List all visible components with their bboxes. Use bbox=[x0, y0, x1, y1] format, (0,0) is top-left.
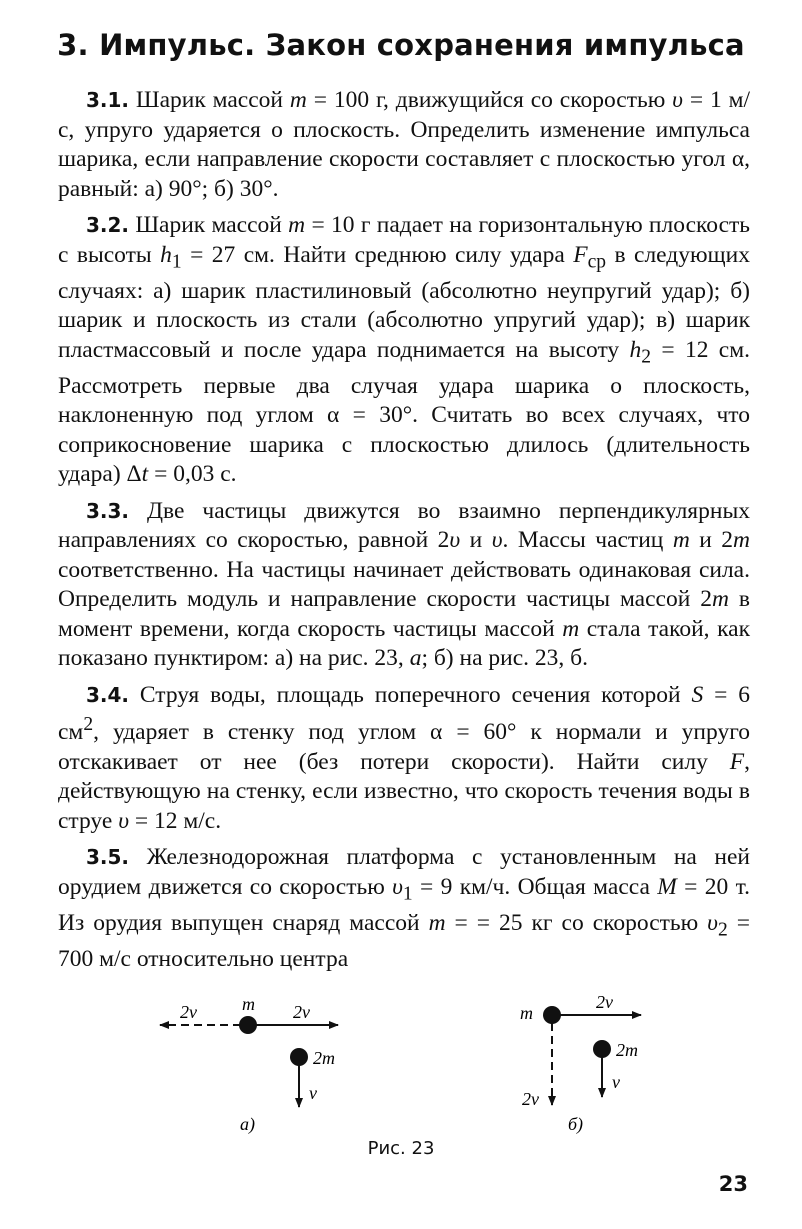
problem-text: в следующих случаях: а) шарик пластилиновый (абсолютно неупругий удар); б) шарик и плоскость из стали (абсолютно упругий удар); в) шарик пластмассовый и после удара поднимается на высоту bbox=[58, 241, 750, 363]
problem-text: Шарик массой bbox=[129, 87, 290, 113]
math-variable: M bbox=[657, 873, 677, 900]
problem-text: = 20 т. Из орудия выпущен снаряд массой bbox=[58, 873, 750, 936]
subscript: 1 bbox=[402, 883, 413, 905]
math-variable: h bbox=[629, 336, 642, 363]
math-variable: υ bbox=[707, 909, 718, 936]
velocity-label-2m-b: v⃗ bbox=[612, 1072, 634, 1092]
problem-text: = 9 км/ч. Общая масса bbox=[412, 873, 658, 900]
math-variable: υ bbox=[118, 807, 129, 834]
chapter-title: 3. Импульс. Закон сохранения импульса bbox=[57, 28, 745, 62]
problem-text: = 27 см. Найти среднюю силу удара bbox=[181, 241, 574, 268]
figure-panel-b bbox=[520, 992, 641, 1135]
problem-text: , ударяет в стенку под углом α = 60° к нормали и упруго отскакивает от нее (без потери скорости). Найти силу bbox=[58, 719, 750, 775]
problem-text: = 1 м/с, упруго ударяется о плоскость. Определить изменение импульса шарика, если направление скорости составляет с плоскостью угол α, равный: а) 90°; б) 30°. bbox=[58, 87, 750, 202]
math-variable: S bbox=[691, 681, 704, 708]
figure-panel-a bbox=[160, 994, 338, 1135]
problem-1 bbox=[58, 86, 750, 204]
math-variable: h bbox=[160, 241, 172, 268]
velocity-label-2m-a: v⃗ bbox=[309, 1083, 331, 1103]
mass-label-2m-a: 2m bbox=[313, 1048, 335, 1068]
problem-text: Шарик массой bbox=[129, 212, 289, 238]
subscript: 2 bbox=[641, 346, 652, 368]
problem-text: Две частицы движутся во взаимно перпендикулярных направлениях со скоростью, равной 2 bbox=[58, 497, 750, 554]
math-variable: m bbox=[289, 87, 307, 113]
problem-text: в момент времени, когда скорость частицы массой bbox=[58, 586, 750, 642]
problem-text: стала такой, как показано пунктиром: а) на рис. 23, bbox=[58, 615, 750, 672]
problem-text: = 6 см bbox=[58, 681, 750, 746]
math-variable: m bbox=[711, 586, 729, 613]
problem-text: и bbox=[460, 527, 492, 554]
problem-text: ; б) на рис. 23, б. bbox=[421, 645, 588, 672]
mass-label-m-b: m bbox=[520, 1003, 533, 1023]
dashed-velocity-label-b: 2v⃗ bbox=[522, 1089, 553, 1109]
math-variable: t bbox=[141, 461, 149, 488]
math-variable: υ bbox=[449, 527, 461, 554]
problem-text: и 2 bbox=[689, 527, 734, 554]
subscript: ср bbox=[587, 251, 607, 273]
problem-text: = 100 г, движущийся со скоростью bbox=[306, 87, 673, 113]
problem-text: , действующую на стенку, если известно, что скорость течения воды в струе bbox=[58, 748, 750, 834]
problem-text: Железнодорожная платформа с установленным на ней орудием движется со скоростью bbox=[58, 844, 750, 900]
problem-2 bbox=[58, 211, 750, 490]
problem-list bbox=[58, 86, 750, 982]
problem-number: 3.1. bbox=[86, 88, 130, 112]
mass-label-m-a: m bbox=[242, 994, 255, 1014]
figure-23 bbox=[0, 975, 802, 1140]
figure-caption: Рис. 23 bbox=[367, 1138, 435, 1159]
math-variable: υ bbox=[392, 873, 403, 900]
math-variable: m bbox=[288, 212, 306, 238]
problem-4 bbox=[58, 681, 750, 836]
particle-m-b bbox=[543, 1006, 561, 1024]
problem-text: = 0,03 с. bbox=[148, 461, 237, 488]
math-variable: m bbox=[672, 527, 690, 554]
problem-number: 3.5. bbox=[86, 845, 130, 870]
problem-5 bbox=[58, 843, 750, 974]
subscript: 1 bbox=[171, 251, 182, 273]
problem-text: Струя воды, площадь поперечного сечения которой bbox=[129, 681, 692, 708]
particle-2m-a bbox=[290, 1048, 308, 1066]
velocity-label-m-b: 2v⃗ bbox=[596, 992, 627, 1012]
problem-text: соответственно. На частицы начинает действовать одинаковая сила. Определить модуль и направление скорости частицы массой 2 bbox=[58, 556, 750, 613]
problem-text: = 700 м/с относительно центра bbox=[58, 909, 750, 973]
panel-label-a: а) bbox=[240, 1114, 255, 1134]
problem-number: 3.4. bbox=[86, 682, 130, 707]
mass-label-2m-b: 2m bbox=[616, 1040, 638, 1060]
velocity-label-m-a: 2v⃗ bbox=[293, 1002, 324, 1022]
subscript: 2 bbox=[717, 919, 728, 941]
problem-text: = 12 см. Рассмотреть первые два случая удара шарика о плоскость, наклоненную под углом α = 30°. Считать во всех случаях, что соприкосновение шарика с плоскостью длилось (длительность удара) Δ bbox=[58, 336, 750, 488]
problem-text: . Массы частиц bbox=[502, 527, 673, 554]
particle-m-a bbox=[239, 1016, 257, 1034]
problem-number: 3.3. bbox=[86, 498, 130, 523]
problem-text: = 10 г падает на горизонтальную плоскость с высоты bbox=[58, 212, 750, 268]
dashed-velocity-label-a: 2v⃗ bbox=[180, 1002, 211, 1022]
superscript: 2 bbox=[83, 714, 94, 736]
math-variable: υ bbox=[491, 527, 503, 554]
problem-3 bbox=[58, 497, 750, 674]
math-variable: а bbox=[409, 645, 422, 672]
math-variable: m bbox=[562, 615, 580, 642]
problem-text: = = 25 кг со скоростью bbox=[445, 909, 708, 936]
panel-label-b: б) bbox=[568, 1114, 584, 1134]
particle-2m-b bbox=[593, 1040, 611, 1058]
problem-number: 3.2. bbox=[86, 213, 130, 237]
math-variable: m bbox=[733, 527, 751, 554]
math-variable: m bbox=[428, 909, 446, 936]
math-variable: υ bbox=[672, 87, 683, 113]
math-variable: F bbox=[573, 241, 588, 268]
page-number: 23 bbox=[718, 1172, 748, 1196]
problem-text: = 12 м/с. bbox=[128, 807, 222, 834]
math-variable: F bbox=[729, 748, 745, 775]
